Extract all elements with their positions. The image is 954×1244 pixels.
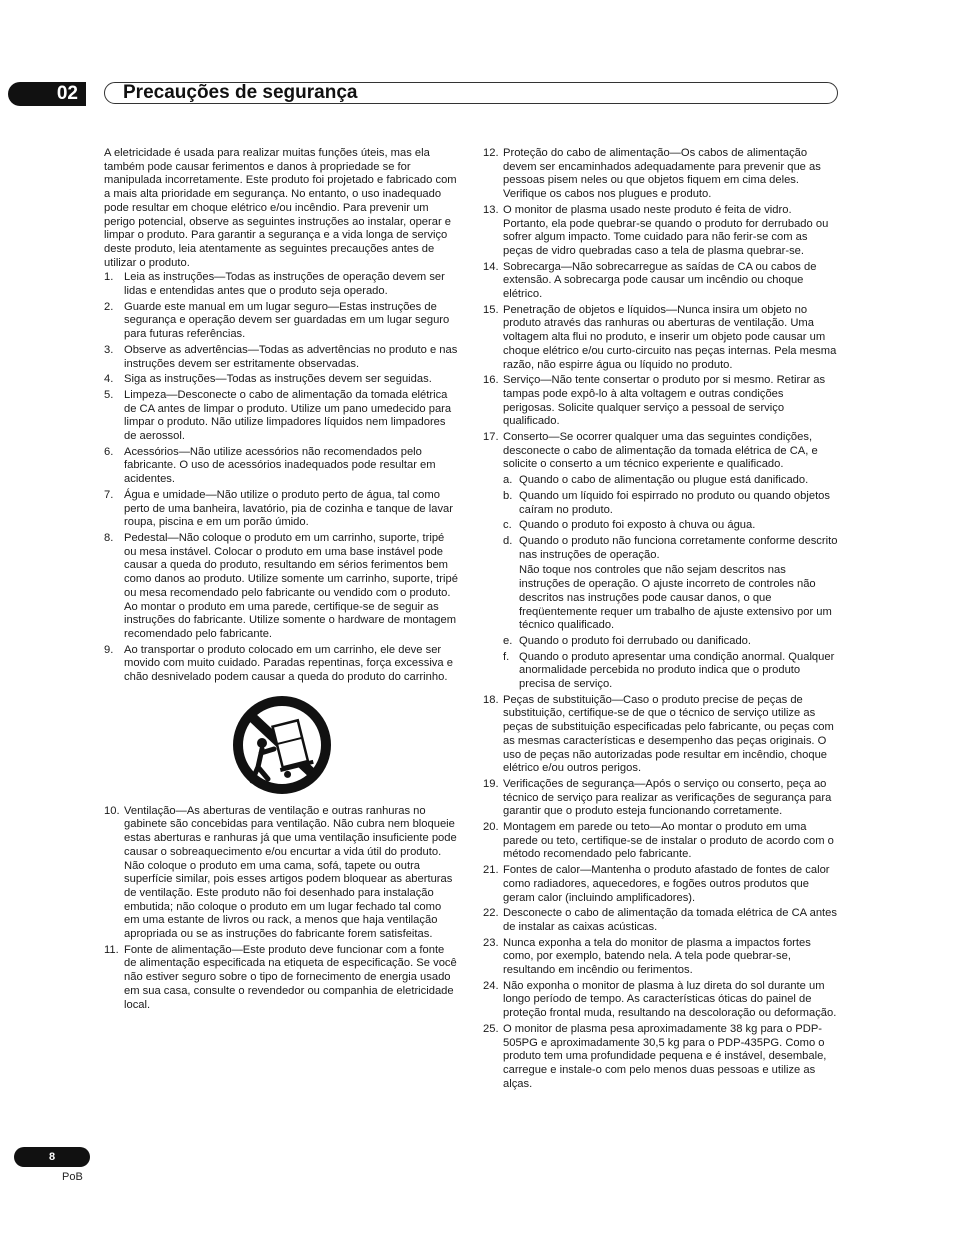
item-text: Serviço—Não tente consertar o produto por si mesmo. Retirar as tampas pode expô-lo à alta voltagem e outras condições perigosas. Solicite qualquer serviço a pessoal de serviço qualificado.	[503, 374, 826, 428]
item-number: 23.	[483, 936, 499, 949]
list-item	[483, 778, 838, 819]
item-text: Limpeza—Desconecte o cabo de alimentação da tomada elétrica de CA antes de limpar o produto. Utilize um pano umedecido para limpar o produto. Não utilize limpadores líquidos nem limpadores de aerossol.	[124, 388, 452, 443]
right-column	[483, 147, 838, 1093]
item-number: 22.	[483, 907, 499, 920]
list-item	[483, 821, 838, 862]
item-number: 16.	[483, 374, 499, 387]
sub-list-item	[503, 651, 838, 692]
item-text: Guarde este manual em um lugar seguro—Estas instruções de segurança e operação devem ser guardadas em um lugar seguro para futuras referências.	[124, 300, 450, 341]
sub-item-text: Quando um líquido foi espirrado no produto ou quando objetos caíram no produto.	[519, 489, 830, 516]
sub-item-letter: f.	[503, 650, 510, 663]
item-text: O monitor de plasma usado neste produto é feita de vidro. Portanto, ela pode quebrar-se quando o produto for derrubado ou sofrer algum impacto. Tome cuidado para não ferir-se com as peças de vidro quebradas caso a tela de plasma quebrar-se.	[503, 203, 829, 257]
sub-item-text: Quando o produto foi derrubado ou danificado.	[519, 634, 752, 647]
item-number: 5.	[104, 388, 114, 401]
list-item	[104, 271, 458, 298]
list-item	[104, 344, 458, 371]
list-item	[104, 805, 458, 942]
list-item	[483, 694, 838, 776]
item-text: Ao transportar o produto colocado em um carrinho, ele deve ser movido com muito cuidado. Paradas repentinas, força excessiva e chão desnivelado podem causar a queda do produto do carrinho.	[124, 643, 453, 684]
item-number: 17.	[483, 431, 499, 444]
sub-item-text: Quando o produto apresentar uma condição anormal. Qualquer anormalidade percebida no produto indica que o produto precisa de serviço.	[519, 650, 835, 691]
list-item	[104, 944, 458, 1013]
item-text: Fonte de alimentação—Este produto deve funcionar com a fonte de alimentação especificada na etiqueta de especificação. Se você não estiver seguro sobre o tipo de fornecimento de energia usado em sua casa, consulte o revendedor ou companhia de eletricidade local.	[124, 943, 457, 1011]
safety-list-right	[483, 147, 838, 1091]
item-text: Verificações de segurança—Após o serviço ou conserto, peça ao técnico de serviço para realizar as verificações de segurança para garantir que o produto esteja funcionando corretamente.	[503, 777, 832, 818]
list-item	[104, 644, 458, 685]
sub-list-item	[503, 519, 838, 533]
item-text: Leia as instruções—Todas as instruções de operação devem ser lidas e entendidas antes que o produto seja operado.	[124, 271, 445, 298]
item-text: Pedestal—Não coloque o produto em um carrinho, suporte, tripé ou mesa instável. Colocar o produto em uma base instável pode causar a queda do produto, resultando em sérios ferimentos bem como danos ao produto. Utilize somente um carrinho, suporte, tripé ou mesa recomendado pelo fabricante ou vendido com o produto. Ao montar o produto em uma parede, certifique-se de seguir as instruções do fabricante. Utilize somente o hardware de montagem recomendado pelo fabricante.	[124, 531, 458, 640]
sub-item-letter: a.	[503, 474, 513, 487]
item-text: Observe as advertências—Todas as advertências no produto e nas instruções devem ser estritamente observadas.	[124, 343, 458, 370]
item-number: 21.	[483, 864, 499, 877]
item-number: 14.	[483, 260, 499, 273]
item-number: 3.	[104, 343, 114, 356]
item-number: 15.	[483, 303, 499, 316]
list-item	[483, 374, 838, 429]
sub-item-text: Quando o produto não funciona corretamente conforme descrito nas instruções de operação.	[519, 534, 838, 561]
item-text: Proteção do cabo de alimentação—Os cabos de alimentação devem ser encaminhados adequadamente para prevenir que as pessoas pisem neles ou que objetos fiquem em cima deles. Verifique os cabos nos plugues e produto.	[503, 147, 821, 201]
sub-list-item	[503, 474, 838, 488]
list-item	[104, 446, 458, 487]
language-code: PoB	[62, 1171, 83, 1183]
item-number: 24.	[483, 979, 499, 992]
item-number: 6.	[104, 445, 114, 458]
item-number: 18.	[483, 693, 499, 706]
sub-list-item	[503, 490, 838, 517]
item-text: Acessórios—Não utilize acessórios não recomendados pelo fabricante. O uso de acessórios inadequados pode resultar em acidentes.	[124, 445, 436, 486]
sub-item-text: Quando o cabo de alimentação ou plugue está danificado.	[519, 474, 809, 487]
item-text: Água e umidade—Não utilize o produto perto de água, tal como perto de uma banheira, lavatório, pia de cozinha e tanque de lavar roupa, piscina e em um porão úmido.	[124, 488, 454, 529]
item-number: 11.	[104, 943, 119, 956]
item-text: Siga as instruções—Todas as instruções devem ser seguidas.	[124, 373, 432, 386]
left-column	[104, 147, 458, 1014]
safety-list-left	[104, 271, 458, 684]
sub-item-letter: c.	[503, 519, 512, 532]
list-item	[483, 864, 838, 905]
list-item	[483, 261, 838, 302]
item-text: Ventilação—As aberturas de ventilação e outras ranhuras no gabinete são concebidas para ventilação. Não cubra nem bloqueie estas aberturas e ranhuras já que uma ventilação insuficiente pode causar o sobreaquecimento e/ou encurtar a vida útil do produto. Não coloque o produto em uma cama, sofá, tapete ou outra superfície similar, pois esses artigos podem bloquear as aberturas de ventilação. Este produto não foi desenhado para instalação embutida; não coloque o produto em um lugar fechado tal como em uma estante de livros ou rack, a menos que haja ventilação apropriada ou se as instruções do fabricante forem satisfeitas.	[124, 804, 457, 941]
item-number: 12.	[483, 147, 499, 159]
item-text: Penetração de objetos e líquidos—Nunca insira um objeto no produto através das ranhuras ou aberturas de ventilação. Uma voltagem alta flui no produto, e inserir um objeto pode causar um choque elétrico e/ou curto-circuito nas peças internas. Pela mesma razão, não espirre água ou líquido no produto.	[503, 303, 837, 371]
item-text: Peças de substituição—Caso o produto precise de peças de substituição, certifique-se de que o técnico de serviço utilize as peças de substituição especificadas pelo fabricante, ou peças com as mesmas características e desempenho das peças originais. O uso de peças não autorizadas pode resultar em incêndio, choque elétrico e/ou outros perigos.	[503, 693, 834, 775]
item-number: 4.	[104, 373, 114, 386]
cart-tip-over-warning-icon	[228, 695, 336, 795]
item-number: 25.	[483, 1022, 499, 1035]
sub-list-item	[503, 635, 838, 649]
list-item	[483, 147, 838, 202]
list-item	[483, 980, 838, 1021]
list-item	[483, 937, 838, 978]
item-number: 19.	[483, 777, 499, 790]
list-item	[104, 489, 458, 530]
chapter-title-frame	[104, 82, 838, 104]
item-number: 1.	[104, 271, 114, 284]
list-item	[483, 204, 838, 259]
item-number: 10.	[104, 804, 120, 817]
list-item	[104, 301, 458, 342]
list-item	[483, 1023, 838, 1092]
list-item	[483, 907, 838, 934]
item-number: 9.	[104, 643, 114, 656]
sub-item-letter: d.	[503, 534, 513, 547]
item-number: 2.	[104, 300, 114, 313]
item-number: 13.	[483, 203, 499, 216]
sub-item-note: Não toque nos controles que não sejam descritos nas instruções de operação. O ajuste incorreto de controles não descritos nas instruções pode causar danos, o que freqüentemente requer um trabalho de ajuste extensivo por um técnico qualificado.	[519, 564, 832, 632]
item-number: 20.	[483, 821, 499, 834]
sub-item-text: Quando o produto foi exposto à chuva ou água.	[519, 519, 756, 532]
item-text: Não exponha o monitor de plasma à luz direta do sol durante um longo período de tempo. As características óticas do painel de proteção frontal muda, resultando na descoloração ou deformação.	[503, 979, 837, 1020]
item-text: Nunca exponha a tela do monitor de plasma a impactos fortes como, por exemplo, batendo nela. A tela pode quebrar-se, resultando em incêndio ou ferimentos.	[503, 936, 811, 977]
list-item	[483, 304, 838, 373]
item-text: Montagem em parede ou teto—Ao montar o produto em uma parede ou teto, certifique-se de instalar o produto de acordo com o método recomendado pelo fabricante.	[503, 821, 834, 861]
item-number: 8.	[104, 531, 114, 544]
list-item	[104, 389, 458, 444]
list-item	[483, 431, 838, 692]
sub-item-letter: b.	[503, 489, 513, 502]
list-item	[104, 373, 458, 387]
chapter-header	[8, 82, 838, 106]
item-text: Sobrecarga—Não sobrecarregue as saídas de CA ou cabos de extensão. A sobrecarga pode causar um incêndio ou choque elétrico.	[503, 260, 817, 301]
chapter-number-badge: 02	[8, 82, 86, 106]
page-title: Precauções de segurança	[123, 82, 358, 103]
item-text: Desconecte o cabo de alimentação da tomada elétrica de CA antes de instalar as caixas acústicas.	[503, 907, 837, 933]
intro-paragraph: A eletricidade é usada para realizar muitas funções úteis, mas ela também pode causar ferimentos e danos à propriedade se for manipulada incorretamente. Este produto foi projetado e fabricado com a mais alta prioridade em segurança. No entanto, o uso inadequado pode resultar em choque elétrico e/ou incêndio. Para prevenir um perigo potencial, observe as seguintes instruções ao instalar, operar e limpar o produto. Para garantir a segurança e a vida longa de serviço deste produto, leia atentamente as seguintes precauções antes de utilizar o produto.	[104, 147, 457, 269]
sub-item-letter: e.	[503, 634, 513, 647]
sub-list-item	[503, 535, 838, 633]
item-text: O monitor de plasma pesa aproximadamente 38 kg para o PDP-505PG e aproximadamente 30,5 kg para o PDP-435PG. Como o produto tem uma profundidade pequena e é instável, desembale, carregue e instale-o com pelo menos duas pessoas e utilize as alças.	[503, 1022, 827, 1090]
item-text: Conserto—Se ocorrer qualquer uma das seguintes condições, desconecte o cabo de alimentação da tomada elétrica de CA, e solicite o conserto a um técnico experiente e qualificado.	[503, 431, 818, 471]
page-number-badge: 8	[14, 1147, 90, 1167]
item-text: Fontes de calor—Mantenha o produto afastado de fontes de calor como radiadores, aquecedores, e fogões outros produtos que geram calor (incluindo amplificadores).	[503, 864, 830, 904]
list-item	[104, 532, 458, 642]
safety-list-left-continued	[104, 805, 458, 1013]
sub-list	[503, 474, 838, 692]
item-number: 7.	[104, 488, 114, 501]
